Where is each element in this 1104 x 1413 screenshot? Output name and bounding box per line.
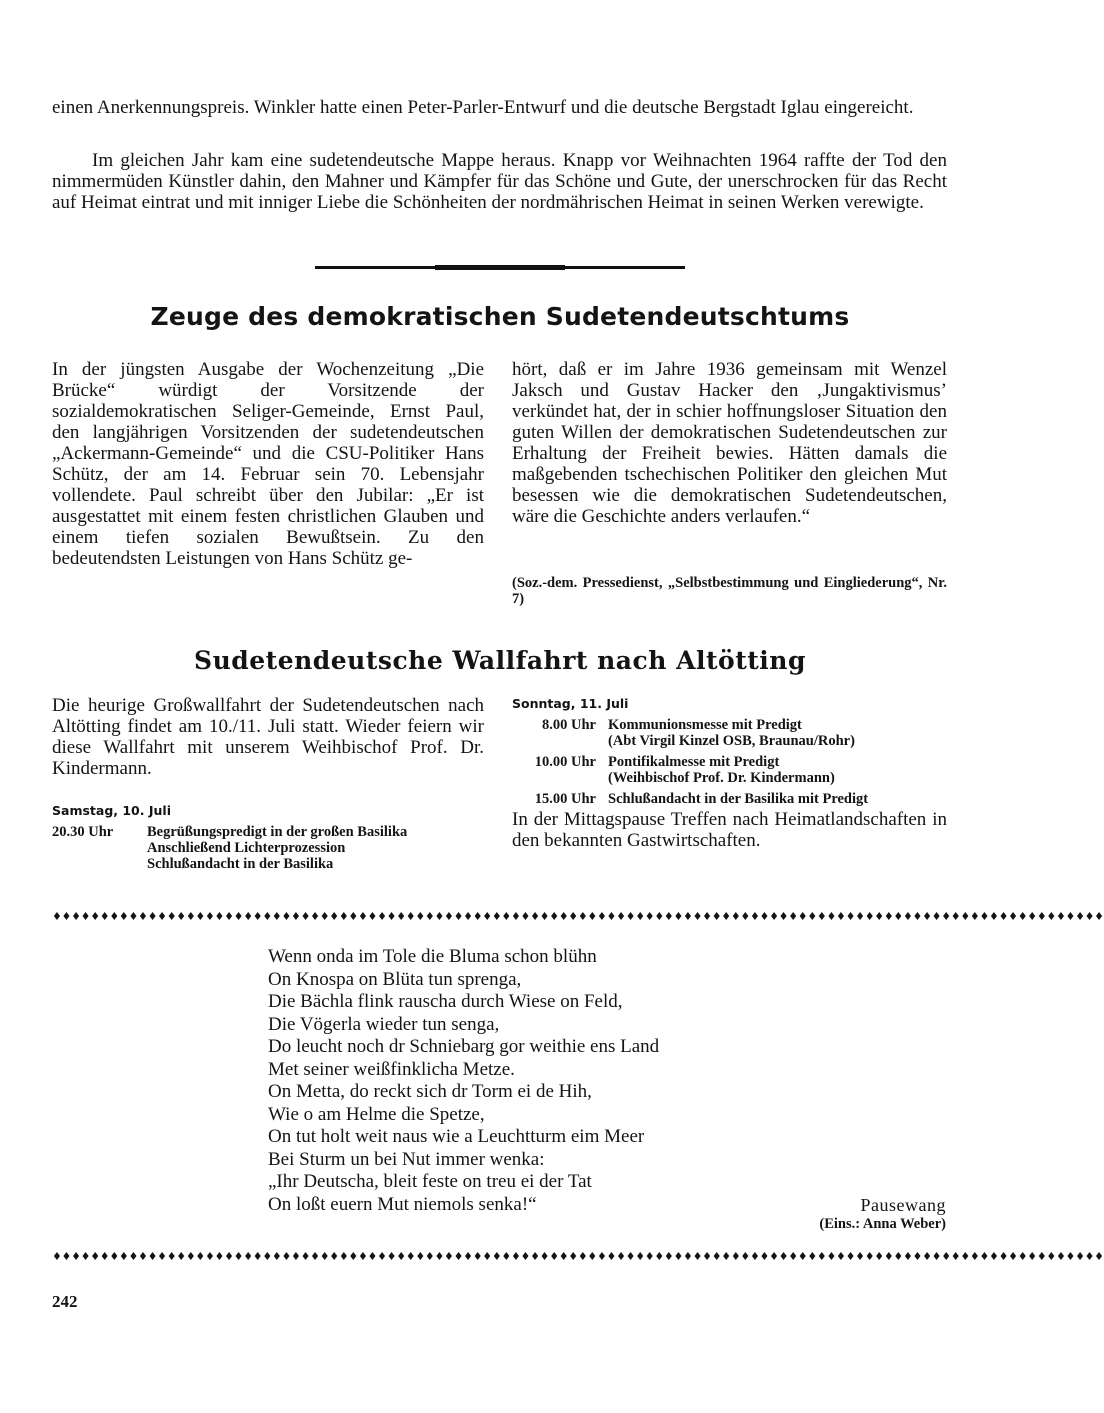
schedule-row-sunday-3 bbox=[512, 791, 952, 807]
poem-credit: (Eins.: Anna Weber) bbox=[819, 1216, 946, 1232]
schedule-line: Schlußandacht in der Basilika mit Predigt bbox=[608, 791, 869, 807]
diamond-ornament-divider-bottom: ♦♦♦♦♦♦♦♦♦♦♦♦♦♦♦♦♦♦♦♦♦♦♦♦♦♦♦♦♦♦♦♦♦♦♦♦♦♦♦♦♦♦♦♦♦♦♦♦♦♦♦♦♦♦♦♦♦♦♦♦♦♦♦♦♦♦♦♦♦♦♦♦♦♦♦♦♦♦♦♦♦♦♦♦♦♦♦♦♦♦♦♦♦♦♦♦♦♦♦♦♦♦♦♦♦♦♦♦♦♦ bbox=[52, 1250, 1104, 1263]
article2-title: Sudetendeutsche Wallfahrt nach Altötting bbox=[194, 646, 806, 675]
poem-line: Die Vögerla wieder tun senga, bbox=[268, 1013, 500, 1035]
article1-source: (Soz.-dem. Pressedienst, „Selbstbestimmung und Eingliederung“, Nr. 7) bbox=[512, 575, 947, 607]
schedule-line: Schlußandacht in der Basilika bbox=[147, 856, 334, 872]
poem-line: Wie o am Helme die Spetze, bbox=[268, 1103, 485, 1125]
schedule-line: Pontifikalmesse mit Predigt bbox=[608, 754, 780, 770]
poem-line: Met seiner weißfinklicha Metze. bbox=[268, 1058, 515, 1080]
schedule-text bbox=[608, 754, 952, 786]
sunday-heading: Sonntag, 11. Juli bbox=[512, 696, 629, 711]
poem-line: Bei Sturm un bei Nut immer wenka: bbox=[268, 1148, 545, 1170]
poem-line: „Ihr Deutscha, bleit feste on treu ei der Tat bbox=[268, 1171, 592, 1192]
article1-title: Zeuge des demokratischen Sudetendeutschtums bbox=[150, 302, 850, 331]
poem-line: On Metta, do reckt sich dr Torm ei de Hih, bbox=[268, 1081, 592, 1102]
intro-paragraph-2: Im gleichen Jahr kam eine sudetendeutsche Mappe heraus. Knapp vor Weihnachten 1964 raffte der Tod den nimmermüden Künstler dahin, den Mahner und Kämpfer für das Schöne und Gute, der unerschrocken für das Recht auf Heimat eintrat und mit inniger Liebe die Schönheiten der nordmährischen Heimat in seinen Werken verewigte. bbox=[52, 150, 947, 213]
article1-column-left: In der jüngsten Ausgabe der Wochenzeitung „Die Brücke“ würdigt der Vorsitzende der sozialdemokratischen Seliger-Gemeinde, Ernst Paul, den langjährigen Vorsitzenden der sudetendeutschen „Ackermann-Gemeinde“ und die CSU-Politiker Hans Schütz, der am 14. Februar sein 70. Lebensjahr vollendete. Paul schreibt über den Jubilar: „Er ist ausgestattet mit einem festen christlichen Glauben und einem tiefen sozialen Bewußtsein. Zu den bedeutendsten Leistungen von Hans Schütz ge- bbox=[52, 359, 484, 569]
schedule-line: Kommunionsmesse mit Predigt bbox=[608, 717, 802, 733]
article2-column-left: Die heurige Großwallfahrt der Sudetendeutschen nach Altötting findet am 10./11. Juli statt. Wieder feiern wir diese Wallfahrt mit unserem Weihbischof Prof. Dr. Kindermann. bbox=[52, 695, 484, 779]
page-number: 242 bbox=[52, 1292, 78, 1311]
poem-line: On loßt euern Mut niemols senka!“ bbox=[268, 1193, 537, 1215]
poem bbox=[268, 946, 659, 1216]
schedule-line: (Weihbischof Prof. Dr. Kindermann) bbox=[608, 770, 835, 786]
poem-line: On Knospa on Blüta tun sprenga, bbox=[268, 968, 522, 990]
intro-paragraph-1: einen Anerkennungspreis. Winkler hatte einen Peter-Parler-Entwurf und die deutsche Bergstadt Iglau eingereicht. bbox=[52, 97, 914, 118]
poem-line: Die Bächla flink rauscha durch Wiese on Feld, bbox=[268, 991, 623, 1012]
schedule-line: (Abt Virgil Kinzel OSB, Braunau/Rohr) bbox=[608, 733, 855, 749]
saturday-heading: Samstag, 10. Juli bbox=[52, 803, 171, 818]
schedule-line: Anschließend Lichterprozession bbox=[147, 840, 346, 856]
diamond-ornament-divider-top: ♦♦♦♦♦♦♦♦♦♦♦♦♦♦♦♦♦♦♦♦♦♦♦♦♦♦♦♦♦♦♦♦♦♦♦♦♦♦♦♦♦♦♦♦♦♦♦♦♦♦♦♦♦♦♦♦♦♦♦♦♦♦♦♦♦♦♦♦♦♦♦♦♦♦♦♦♦♦♦♦♦♦♦♦♦♦♦♦♦♦♦♦♦♦♦♦♦♦♦♦♦♦♦♦♦♦♦♦♦♦ bbox=[52, 910, 1104, 923]
schedule-time: 10.00 Uhr bbox=[534, 754, 596, 770]
schedule-time: 8.00 Uhr bbox=[542, 717, 596, 733]
poem-line: On tut holt weit naus wie a Leuchtturm eim Meer bbox=[268, 1126, 645, 1147]
schedule-row-sunday-2 bbox=[512, 754, 952, 786]
schedule-text bbox=[608, 791, 952, 807]
schedule-row-saturday-1 bbox=[52, 824, 492, 872]
section-divider-rule-center bbox=[435, 265, 565, 270]
schedule-text bbox=[608, 717, 952, 749]
schedule-text bbox=[147, 824, 492, 872]
poem-author: Pausewang bbox=[860, 1195, 946, 1215]
article1-column-right: hört, daß er im Jahre 1936 gemeinsam mit Wenzel Jaksch und Gustav Hacker den ‚Jungaktivismus’ verkündet hat, der in schier hoffnungsloser Situation den guten Willen der demokratischen Sudetendeutschen zur Erhaltung der Freiheit bewies. Hätten damals die maßgebenden tschechischen Politiker den gleichen Mut besessen wie die demokratischen Sudetendeutschen, wäre die Geschichte anders verlaufen.“ bbox=[512, 359, 947, 527]
poem-line: Wenn onda im Tole die Bluma schon blühn bbox=[268, 946, 597, 967]
poem-line: Do leucht noch dr Schniebarg gor weithie ens Land bbox=[268, 1036, 660, 1057]
article2-column-right: In der Mittagspause Treffen nach Heimatlandschaften in den bekannten Gastwirtschaften. bbox=[512, 809, 947, 851]
schedule-row-sunday-1 bbox=[512, 717, 952, 749]
schedule-time: 15.00 Uhr bbox=[534, 791, 596, 807]
schedule-time: 20.30 Uhr bbox=[52, 824, 114, 840]
schedule-line: Begrüßungspredigt in der großen Basilika bbox=[147, 824, 408, 840]
